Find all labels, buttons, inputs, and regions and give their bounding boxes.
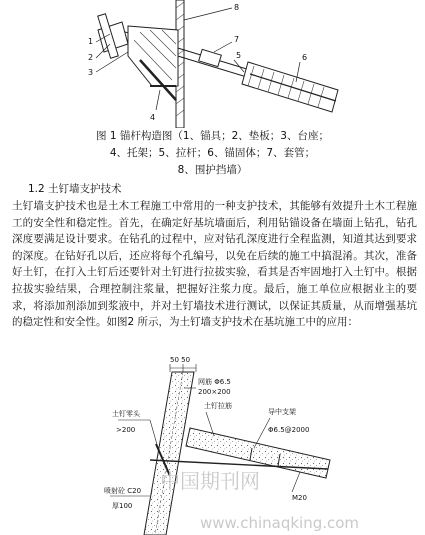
pedestal (128, 26, 178, 86)
top-dimension (170, 364, 196, 372)
figure1-caption-line3: 8、围护挡墙） (177, 164, 248, 176)
shotcrete-label-1: 喷射砼 C20 (104, 487, 142, 495)
figure1-caption-line1: 图 1 锚杆构造图（1、锚具；2、垫板；3、台座； (96, 130, 329, 142)
mesh-label-1: 网筋 Φ6.5 (198, 378, 231, 386)
section-heading: 1.2 土钉墙支护技术 (28, 183, 122, 195)
paragraph-text: 土钉墙支护技术也是土木工程施工中常用的一种支护技术，其能够有效提升土木工程施工的安全性和稳定性。首先，在确定好基坑墙面后，利用钻锚设备在墙面上钻孔，钻孔深度要满足设计要求。在钻孔的过程中，应对钻孔深度进行全程监测，知道其达到要求的深度。在钻好孔以后，还应将每个孔编号，以免在后续的施工中搞混淆。其次，准备好土钉，在打入土钉后还要针对土钉进行拉拔实验，看其是否牢固地打入土钉中。根据拉拔实验结果，合理控制注浆量，把握好注浆力度。最后，施工单位应根据业主的要求，将添加剂添加到浆液中，并对土钉墙技术进行测试，以保证其质量，从而增强基坑的稳定性和安全性。如图2 所示，为土钉墙支护技术在基坑施工中的应用： (12, 200, 417, 329)
callout-3: 3 (88, 68, 94, 77)
callout-7: 7 (234, 35, 240, 44)
rod-coupler (199, 49, 222, 66)
shotcrete-label-2: 厚100 (112, 502, 133, 510)
callout-8: 8 (234, 3, 240, 12)
nail-head-label: 土钉零头 (112, 410, 140, 418)
watermark-cn: 中国期刊网 (160, 469, 260, 493)
anchor-structure-diagram (0, 0, 425, 128)
mortar-label: M20 (292, 494, 307, 502)
nail-head-dim: >200 (116, 426, 136, 434)
callout-5: 5 (236, 51, 242, 60)
center-support-label: 导中支架 (268, 408, 296, 416)
figure1-caption-line2: 4、托架；5、拉杆；6、锚固体；7、套管； (109, 147, 316, 159)
anchor-head (98, 14, 178, 100)
dim-top-label: 50 50 (170, 356, 191, 364)
anchorage-body (242, 62, 338, 112)
callout-6: 6 (302, 53, 308, 62)
watermark-url: www.chinaqking.com (200, 514, 360, 532)
nail-tie-label: 土钉拉筋 (204, 402, 232, 410)
soil-nail-wall-diagram (0, 348, 425, 535)
callout-2: 2 (88, 53, 94, 62)
callout-4: 4 (150, 113, 156, 122)
callout-1: 1 (88, 37, 94, 46)
center-support-dim: Φ6.5@2000 (268, 426, 310, 434)
mesh-label-2: 200×200 (198, 388, 231, 396)
section-paragraph (12, 198, 417, 331)
